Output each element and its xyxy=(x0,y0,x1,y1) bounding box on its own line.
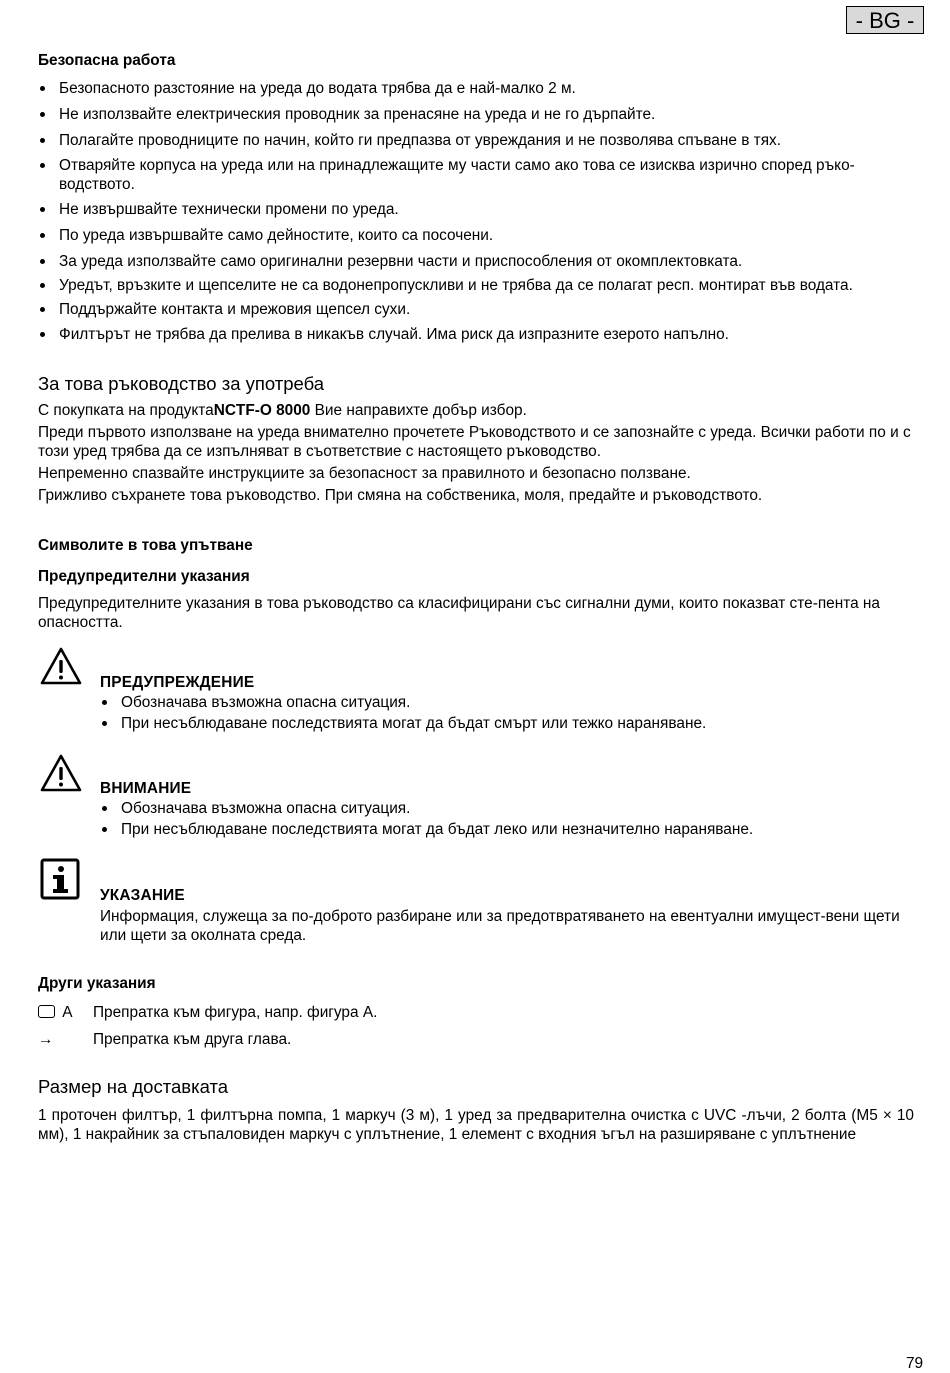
safe-work-list xyxy=(38,79,928,344)
list-item: При несъблюдаване последствията могат да бъдат леко или незначително нараняване. xyxy=(100,820,920,839)
safe-work-heading: Безопасна работа xyxy=(38,52,176,69)
list-item: Не извършвайте технически промени по уреда. xyxy=(38,200,928,219)
about-manual-para: Грижливо съхранете това ръководство. При смяна на собственика, моля, предайте и ръководството. xyxy=(38,487,763,504)
warning-list xyxy=(100,693,920,733)
figure-reference-symbol: A xyxy=(62,1004,73,1021)
warning-triangle-icon xyxy=(40,647,82,685)
arrow-icon: → xyxy=(38,1031,54,1048)
list-item: Обозначава възможна опасна ситуация. xyxy=(100,693,920,712)
about-manual-para: Преди първото използване на уреда внимателно прочетете Ръководството и се запознайте с уреда. Всички работи по и с този уред трябва да се изпълняват в съответствие с настоящето ръководство. xyxy=(38,424,911,460)
caution-triangle-icon xyxy=(40,754,82,792)
language-badge: - BG - xyxy=(846,6,924,34)
list-item: Не използвайте електрическия проводник за пренасяне на уреда и не го дърпайте. xyxy=(38,105,928,124)
list-item: По уреда извършвайте само дейностите, които са посочени. xyxy=(38,226,928,245)
list-item: Обозначава възможна опасна ситуация. xyxy=(100,799,920,818)
about-manual-body xyxy=(38,401,928,505)
other-notes-heading: Други указания xyxy=(38,975,156,992)
warnings-intro: Предупредителните указания в това ръководство са класифицирани със сигнални думи, които показват сте-пента на опасността. xyxy=(38,595,880,631)
list-item: Отваряйте корпуса на уреда или на принадлежащите му части само ако това се изисква изрично според ръко-водството. xyxy=(38,156,928,194)
figure-frame-icon xyxy=(38,1005,55,1018)
delivery-text: 1 проточен филтър, 1 филтърна помпа, 1 маркуч (3 м), 1 уред за предварителна очистка с UVC -лъчи, 2 болта (M5 × 10 мм), 1 накрайник за стъпаловиден маркуч с уплътнение, 1 елемент с входния ъгъл на разширяване с уплътнение xyxy=(38,1107,914,1143)
figure-reference-row xyxy=(38,1003,73,1022)
warning-label: ПРЕДУПРЕЖДЕНИЕ xyxy=(100,674,255,691)
about-manual-intro xyxy=(38,401,928,420)
figure-reference-text: Препратка към фигура, напр. фигура A. xyxy=(93,1004,378,1021)
list-item: При несъблюдаване последствията могат да бъдат смърт или тежко нараняване. xyxy=(100,714,920,733)
list-item: Филтърът не трябва да прелива в никакъв случай. Има риск да изпразните езерото напълно. xyxy=(38,325,928,344)
note-label: УКАЗАНИЕ xyxy=(100,887,185,904)
intro-text: С покупката на продукта xyxy=(38,402,214,419)
list-item: Поддържайте контакта и мрежовия щепсел сухи. xyxy=(38,300,928,319)
chapter-reference-text: Препратка към друга глава. xyxy=(93,1031,292,1048)
note-text: Информация, служеща за по-доброто разбиране или за предотвратяването на евентуални имущест-вени щети или щети за околната среда. xyxy=(100,908,900,944)
product-name: NCTF-O 8000 xyxy=(213,402,311,419)
info-icon xyxy=(40,858,80,900)
list-item: Безопасното разстояние на уреда до водата трябва да е най-малко 2 м. xyxy=(38,79,928,98)
page-number: 79 xyxy=(906,1355,924,1372)
list-item: Уредът, връзките и щепселите не са водонепропускливи и не трябва да се полагат респ. монтират във водата. xyxy=(38,276,928,295)
delivery-heading: Размер на доставката xyxy=(38,1076,229,1097)
caution-list xyxy=(100,799,920,839)
symbols-heading: Символите в това упътване xyxy=(38,537,253,554)
list-item: За уреда използвайте само оригинални резервни части и приспособления от окомплектовката. xyxy=(38,252,928,271)
intro-text-end: Вие направихте добър избор. xyxy=(310,402,527,419)
warnings-heading: Предупредителни указания xyxy=(38,568,250,585)
about-manual-para: Непременно спазвайте инструкциите за безопасност за правилното и безопасно ползване. xyxy=(38,465,691,482)
about-manual-heading: За това ръководство за употреба xyxy=(38,373,325,394)
caution-label: ВНИМАНИЕ xyxy=(100,780,192,797)
list-item: Полагайте проводниците по начин, който ги предпазва от увреждания и не позволява спъване в тях. xyxy=(38,131,928,150)
